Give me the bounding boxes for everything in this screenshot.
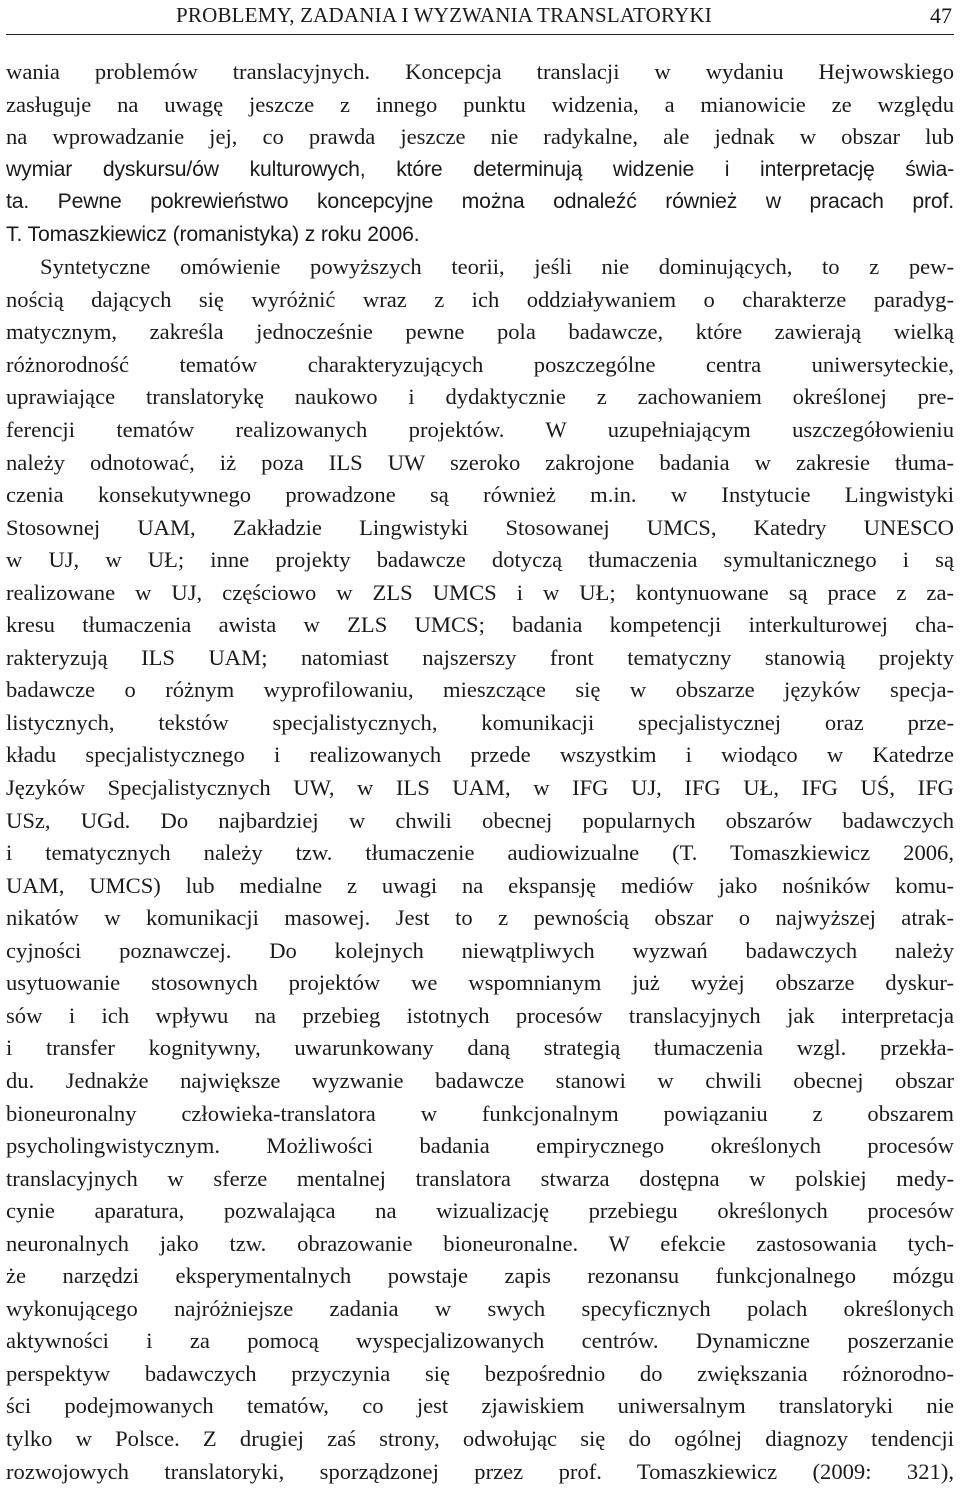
text-line: wania problemów translacyjnych. Koncepcja translacji w wydaniu Hejwowskiego bbox=[6, 59, 954, 84]
text-line: UAM, UMCS) lub medialne z uwagi na ekspansję mediów jako nośników komu- bbox=[6, 872, 954, 898]
body-text bbox=[6, 56, 954, 1488]
text-line: ferencji tematów realizowanych projektów. W uzupełniającym uszczegółowieniu bbox=[6, 417, 954, 443]
text-line: Języków Specjalistycznych UW, w ILS UAM, w IFG UJ, IFG UŁ, IFG UŚ, IFG bbox=[6, 775, 954, 801]
text-line: zasługuje na uwagę jeszcze z innego punktu widzenia, a mianowicie ze względu bbox=[6, 91, 954, 117]
text-line: w UJ, w UŁ; inne projekty badawcze dotyczą tłumaczenia symultanicznego i są bbox=[6, 547, 954, 573]
text-line: ta. Pewne pokrewieństwo koncepcyjne można odnaleźć również w pracach prof. bbox=[6, 190, 954, 214]
text-line: Stosownej UAM, Zakładzie Lingwistyki Stosowanej UMCS, Katedry UNESCO bbox=[6, 514, 954, 540]
text-line: sów i ich wpływu na przebieg istotnych procesów translacyjnych jak interpretacja bbox=[6, 1002, 954, 1028]
text-line: czenia konsekutywnego prowadzone są również m.in. w Instytucie Lingwistyki bbox=[6, 482, 954, 508]
running-header bbox=[6, 0, 954, 35]
text-line: bioneuronalny człowieka-translatora w funkcjonalnym powiązaniu z obszarem bbox=[6, 1100, 954, 1126]
text-line: realizowane w UJ, częściowo w ZLS UMCS i w UŁ; kontynuowane są prace z za- bbox=[6, 579, 954, 605]
page-number: 47 bbox=[930, 3, 952, 28]
text-line: kresu tłumaczenia awista w ZLS UMCS; badania kompetencji interkulturowej cha- bbox=[6, 612, 954, 638]
text-line: uprawiające translatorykę naukowo i dydaktycznie z zachowaniem określonej pre- bbox=[6, 384, 954, 410]
text-line: listycznych, tekstów specjalistycznych, komunikacji specjalistycznej oraz prze- bbox=[6, 709, 954, 735]
text-line: usytuowanie stosownych projektów we wspomnianym już wyżej obszarze dyskur- bbox=[6, 970, 954, 996]
text-line: nikatów w komunikacji masowej. Jest to z pewnością obszar o najwyższej atrak- bbox=[6, 905, 954, 931]
text-line: T. Tomaszkiewicz (romanistyka) z roku 2006. bbox=[6, 222, 420, 246]
text-line: należy odnotować, iż poza ILS UW szeroko zakrojone badania w zakresie tłuma- bbox=[6, 449, 954, 475]
text-line: USz, UGd. Do najbardziej w chwili obecnej popularnych obszarów badawczych bbox=[6, 807, 954, 833]
text-line: cynie aparatura, pozwalająca na wizualizację przebiegu określonych procesów bbox=[6, 1198, 954, 1224]
text-line: aktywności i za pomocą wyspecjalizowanych centrów. Dynamiczne poszerzanie bbox=[6, 1328, 954, 1354]
text-line: wykonującego najróżniejsze zadania w swych specyficznych polach określonych bbox=[6, 1295, 954, 1321]
text-line: du. Jednakże największe wyzwanie badawcze stanowi w chwili obecnej obszar bbox=[6, 1067, 954, 1093]
text-line: że narzędzi eksperymentalnych powstaje zapis rezonansu funkcjonalnego mózgu bbox=[6, 1263, 954, 1289]
text-line: wymiar dyskursu/ów kulturowych, które determinują widzenie i interpretację świa- bbox=[6, 157, 954, 181]
running-title: PROBLEMY, ZADANIA I WYZWANIA TRANSLATORYKI bbox=[176, 3, 712, 27]
document-page bbox=[6, 0, 954, 1488]
text-line: kładu specjalistycznego i realizowanych przede wszystkim i wiodąco w Katedrze bbox=[6, 742, 954, 768]
text-line: cyjności poznawczej. Do kolejnych niewątpliwych wyzwań badawczych należy bbox=[6, 937, 954, 963]
text-line: psycholingwistycznym. Możliwości badania empirycznego określonych procesów bbox=[6, 1133, 954, 1159]
text-line: tylko w Polsce. Z drugiej zaś strony, odwołując się do ogólnej diagnozy tendencji bbox=[6, 1425, 954, 1451]
text-line: rakteryzują ILS UAM; natomiast najszerszy front tematyczny stanowią projekty bbox=[6, 644, 954, 670]
text-line: i transfer kognitywny, uwarunkowany daną strategią tłumaczenia wzgl. przekła- bbox=[6, 1035, 954, 1061]
paragraph-first-line: Syntetyczne omówienie powyższych teorii, jeśli nie dominujących, to z pew- bbox=[40, 254, 954, 280]
text-line: różnorodność tematów charakteryzujących poszczególne centra uniwersyteckie, bbox=[6, 351, 954, 377]
text-line: na wprowadzanie jej, co prawda jeszcze nie radykalne, ale jednak w obszar lub bbox=[6, 124, 954, 150]
text-line: rozwojowych translatoryki, sporządzonej przez prof. Tomaszkiewicz (2009: 321), bbox=[6, 1458, 954, 1484]
text-line: translacyjnych w sferze mentalnej translatora stwarza dostępna w polskiej medy- bbox=[6, 1165, 954, 1191]
text-line: matycznym, zakreśla jednocześnie pewne pola badawcze, które zawierają wielką bbox=[6, 319, 954, 345]
text-line: ści podejmowanych tematów, co jest zjawiskiem uniwersalnym translatoryki nie bbox=[6, 1393, 954, 1419]
text-line: i tematycznych należy tzw. tłumaczenie audiowizualne (T. Tomaszkiewicz 2006, bbox=[6, 840, 954, 866]
text-line: nością dających się wyróżnić wraz z ich oddziaływaniem o charakterze paradyg- bbox=[6, 286, 954, 312]
text-line: badawcze o różnym wyprofilowaniu, mieszczące się w obszarze języków specja- bbox=[6, 677, 954, 703]
text-line: neuronalnych jako tzw. obrazowanie bioneuronalne. W efekcie zastosowania tych- bbox=[6, 1230, 954, 1256]
text-line: perspektyw badawczych przyczynia się bezpośrednio do zwiększania różnorodno- bbox=[6, 1360, 954, 1386]
